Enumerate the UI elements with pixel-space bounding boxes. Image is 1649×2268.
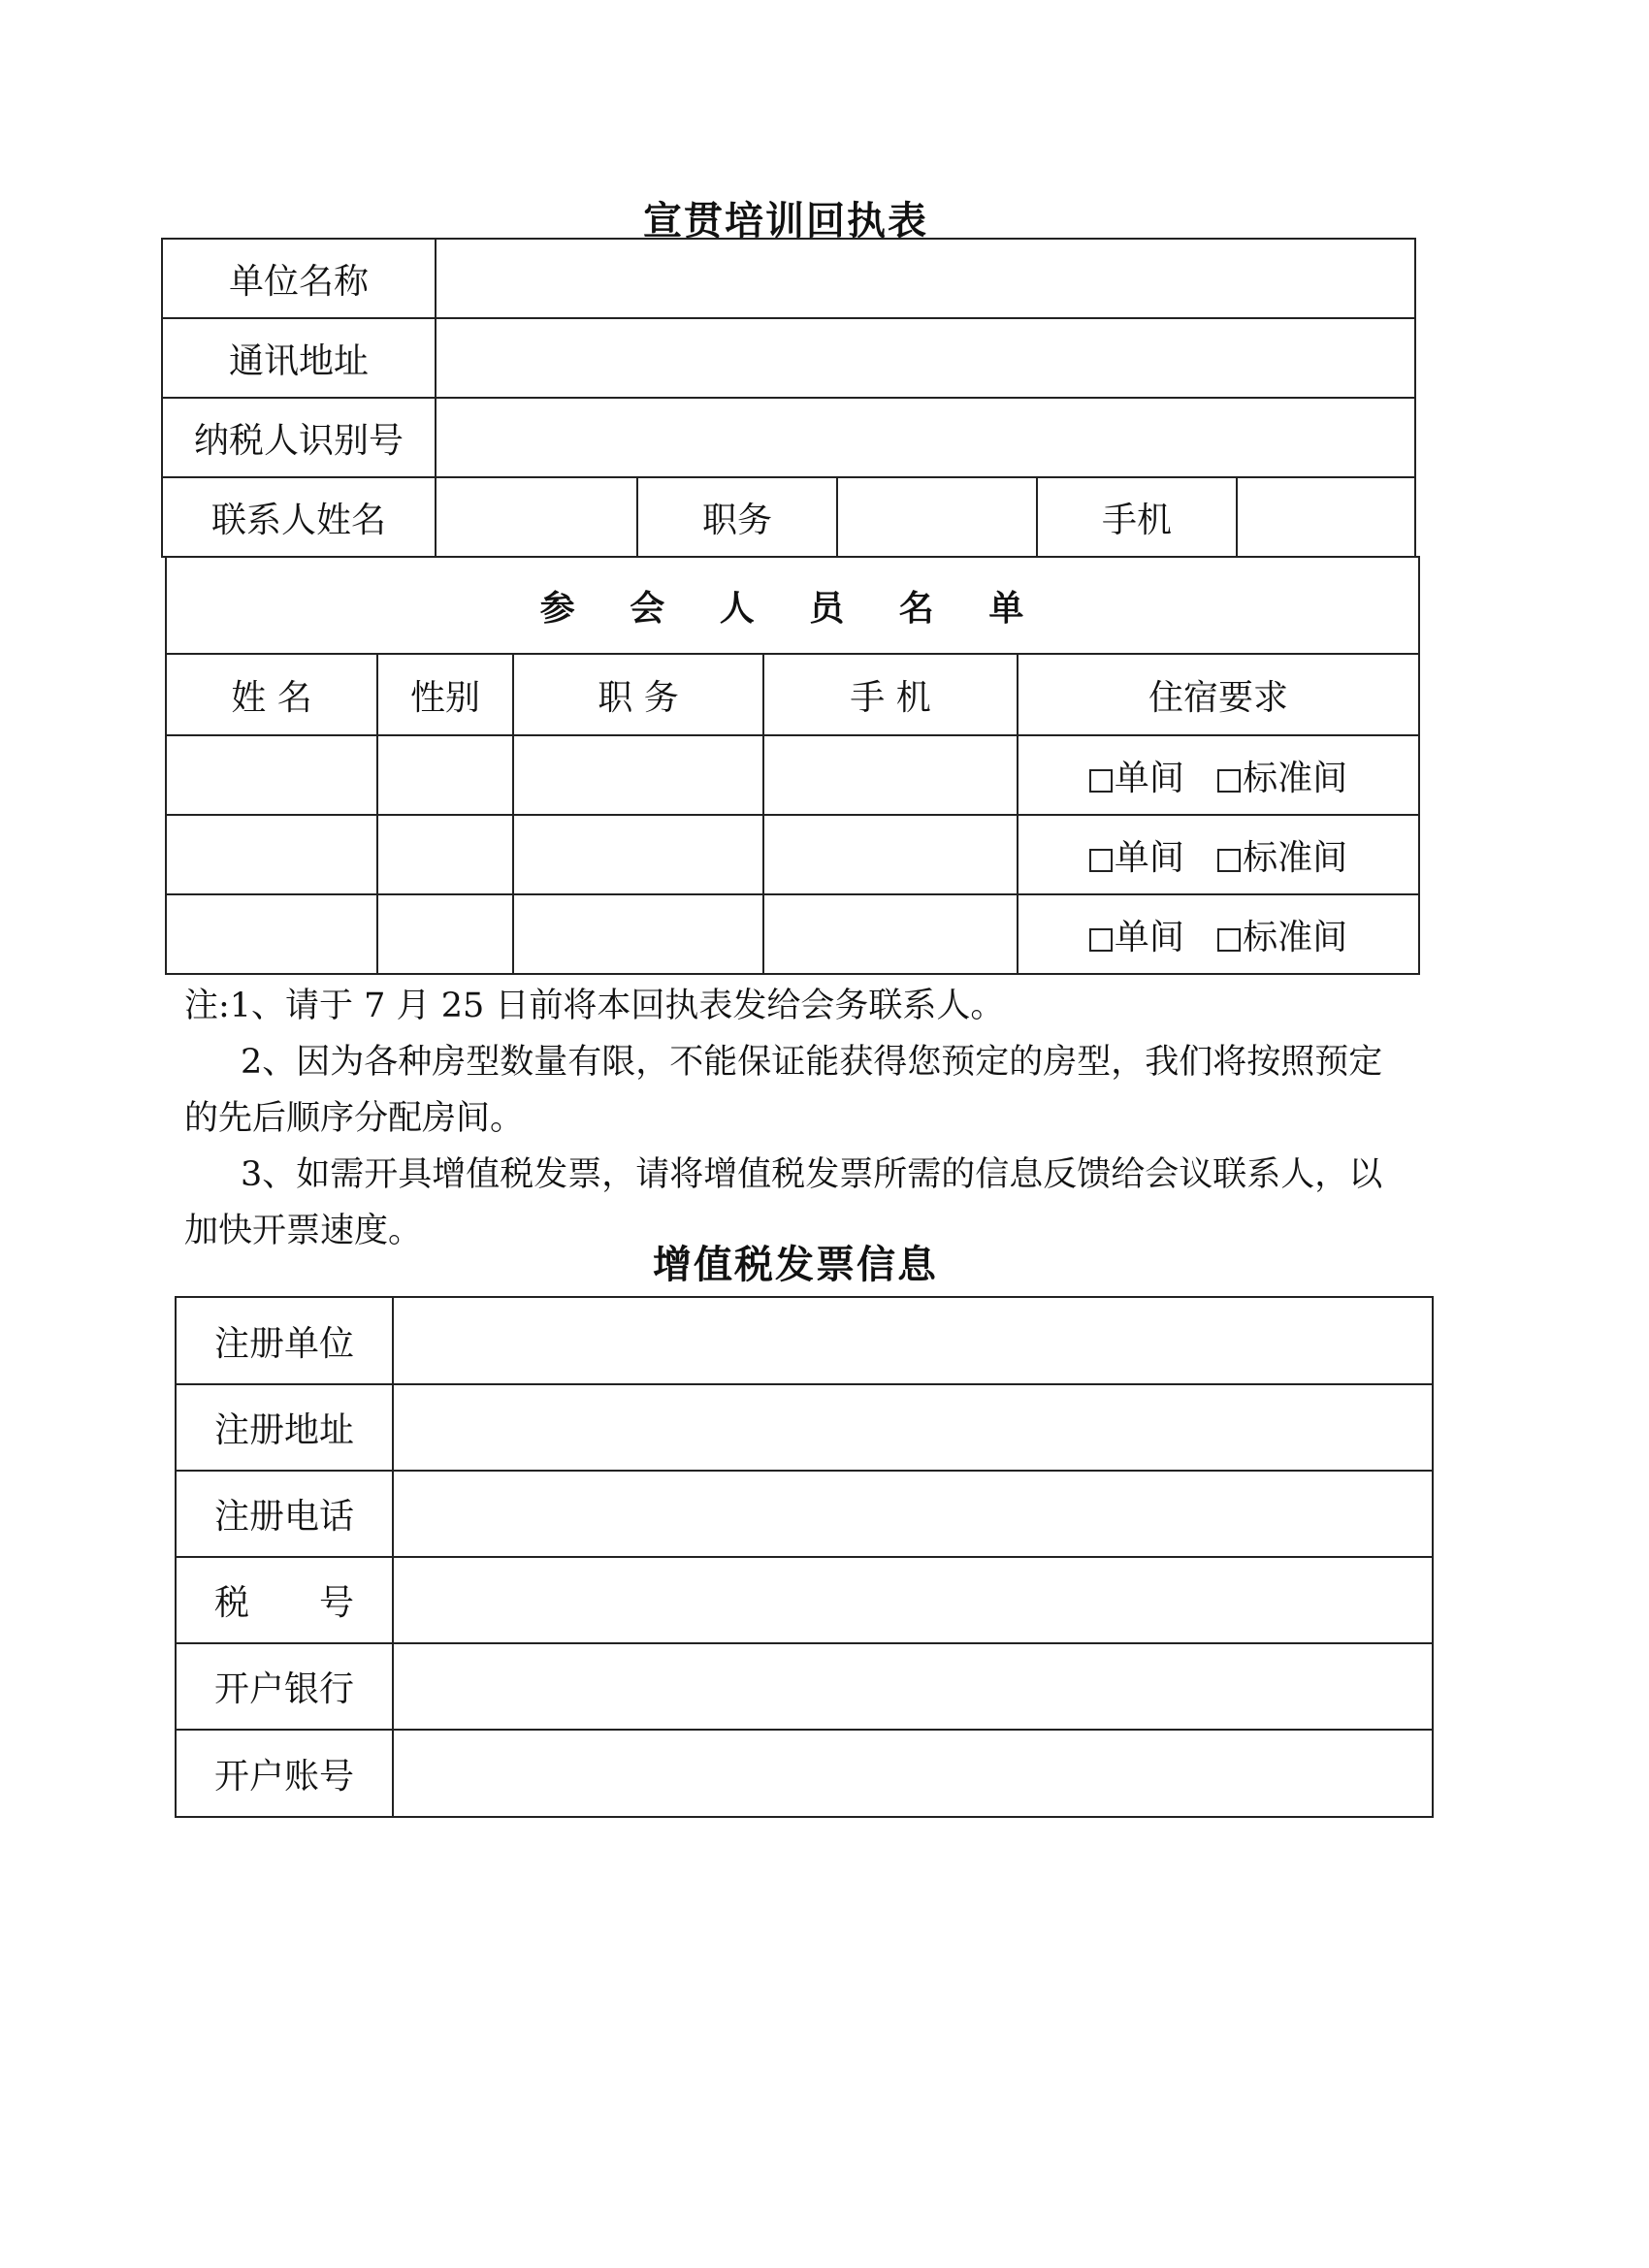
invoice-table xyxy=(175,1296,1434,1818)
header-name: 姓 名 xyxy=(166,654,377,735)
name-cell[interactable] xyxy=(166,894,377,974)
attendee-row xyxy=(166,735,1419,815)
gender-cell[interactable] xyxy=(377,815,513,894)
standard-room-label: 标准间 xyxy=(1243,758,1348,798)
mobile-cell[interactable] xyxy=(763,815,1018,894)
header-mobile: 手 机 xyxy=(763,654,1018,735)
position-cell[interactable] xyxy=(513,894,763,974)
checkbox-icon xyxy=(1089,769,1113,793)
name-cell[interactable] xyxy=(166,735,377,815)
position-field[interactable] xyxy=(837,477,1037,557)
checkbox-icon xyxy=(1089,849,1113,872)
checkbox-icon xyxy=(1217,849,1241,872)
standard-room-checkbox[interactable] xyxy=(1217,918,1347,957)
contact-name-label: 联系人姓名 xyxy=(162,477,436,557)
tax-number-label: 税 号 xyxy=(176,1557,393,1643)
lodging-cell xyxy=(1018,735,1419,815)
bank-name-field[interactable] xyxy=(393,1643,1433,1730)
header-position: 职 务 xyxy=(513,654,763,735)
mobile-cell[interactable] xyxy=(763,735,1018,815)
note-2: 2、因为各种房型数量有限，不能保证能获得您预定的房型，我们将按照预定的先后顺序分配房间。 xyxy=(184,1043,1383,1138)
name-cell[interactable] xyxy=(166,815,377,894)
attendee-row xyxy=(166,815,1419,894)
invoice-title: 增值税发票信息 xyxy=(653,1243,938,1287)
note-1: 注:1、请于 7 月 25 日前将本回执表发给会务联系人。 xyxy=(184,987,1005,1025)
address-field[interactable] xyxy=(436,318,1415,398)
form-title: 宣贯培训回执表 xyxy=(643,199,928,243)
checkbox-icon xyxy=(1217,928,1241,952)
note-3: 3、如需开具增值税发票，请将增值税发票所需的信息反馈给会议联系人，以加快开票速度。 xyxy=(184,1155,1383,1250)
contact-name-field[interactable] xyxy=(436,477,637,557)
registration-table xyxy=(161,238,1416,558)
checkbox-icon xyxy=(1217,769,1241,793)
lodging-cell xyxy=(1018,815,1419,894)
position-label: 职务 xyxy=(637,477,837,557)
registered-address-field[interactable] xyxy=(393,1384,1433,1471)
mobile-cell[interactable] xyxy=(763,894,1018,974)
single-room-label: 单间 xyxy=(1114,917,1184,957)
single-room-label: 单间 xyxy=(1114,837,1184,878)
standard-room-checkbox[interactable] xyxy=(1217,838,1347,878)
lodging-cell xyxy=(1018,894,1419,974)
taxpayer-id-label: 纳税人识别号 xyxy=(162,398,436,477)
mobile-field[interactable] xyxy=(1237,477,1415,557)
notes xyxy=(184,978,1416,1259)
bank-account-field[interactable] xyxy=(393,1730,1433,1817)
taxpayer-id-field[interactable] xyxy=(436,398,1415,477)
attendee-row xyxy=(166,894,1419,974)
single-room-label: 单间 xyxy=(1114,758,1184,798)
bank-account-label: 开户账号 xyxy=(176,1730,393,1817)
bank-name-label: 开户银行 xyxy=(176,1643,393,1730)
standard-room-label: 标准间 xyxy=(1243,917,1348,957)
single-room-checkbox[interactable] xyxy=(1089,759,1184,798)
unit-name-label: 单位名称 xyxy=(162,239,436,318)
header-gender: 性别 xyxy=(377,654,513,735)
registered-phone-label: 注册电话 xyxy=(176,1471,393,1557)
gender-cell[interactable] xyxy=(377,735,513,815)
single-room-checkbox[interactable] xyxy=(1089,918,1184,957)
unit-name-field[interactable] xyxy=(436,239,1415,318)
address-label: 通讯地址 xyxy=(162,318,436,398)
attendee-table xyxy=(165,556,1420,975)
position-cell[interactable] xyxy=(513,735,763,815)
checkbox-icon xyxy=(1089,928,1113,952)
registered-unit-field[interactable] xyxy=(393,1297,1433,1384)
registered-unit-label: 注册单位 xyxy=(176,1297,393,1384)
tax-number-field[interactable] xyxy=(393,1557,1433,1643)
single-room-checkbox[interactable] xyxy=(1089,838,1184,878)
standard-room-checkbox[interactable] xyxy=(1217,759,1347,798)
header-lodging: 住宿要求 xyxy=(1018,654,1419,735)
mobile-label: 手机 xyxy=(1037,477,1237,557)
standard-room-label: 标准间 xyxy=(1243,837,1348,878)
position-cell[interactable] xyxy=(513,815,763,894)
registered-phone-field[interactable] xyxy=(393,1471,1433,1557)
gender-cell[interactable] xyxy=(377,894,513,974)
registered-address-label: 注册地址 xyxy=(176,1384,393,1471)
attendee-section-title: 参 会 人 员 名 单 xyxy=(166,557,1419,654)
